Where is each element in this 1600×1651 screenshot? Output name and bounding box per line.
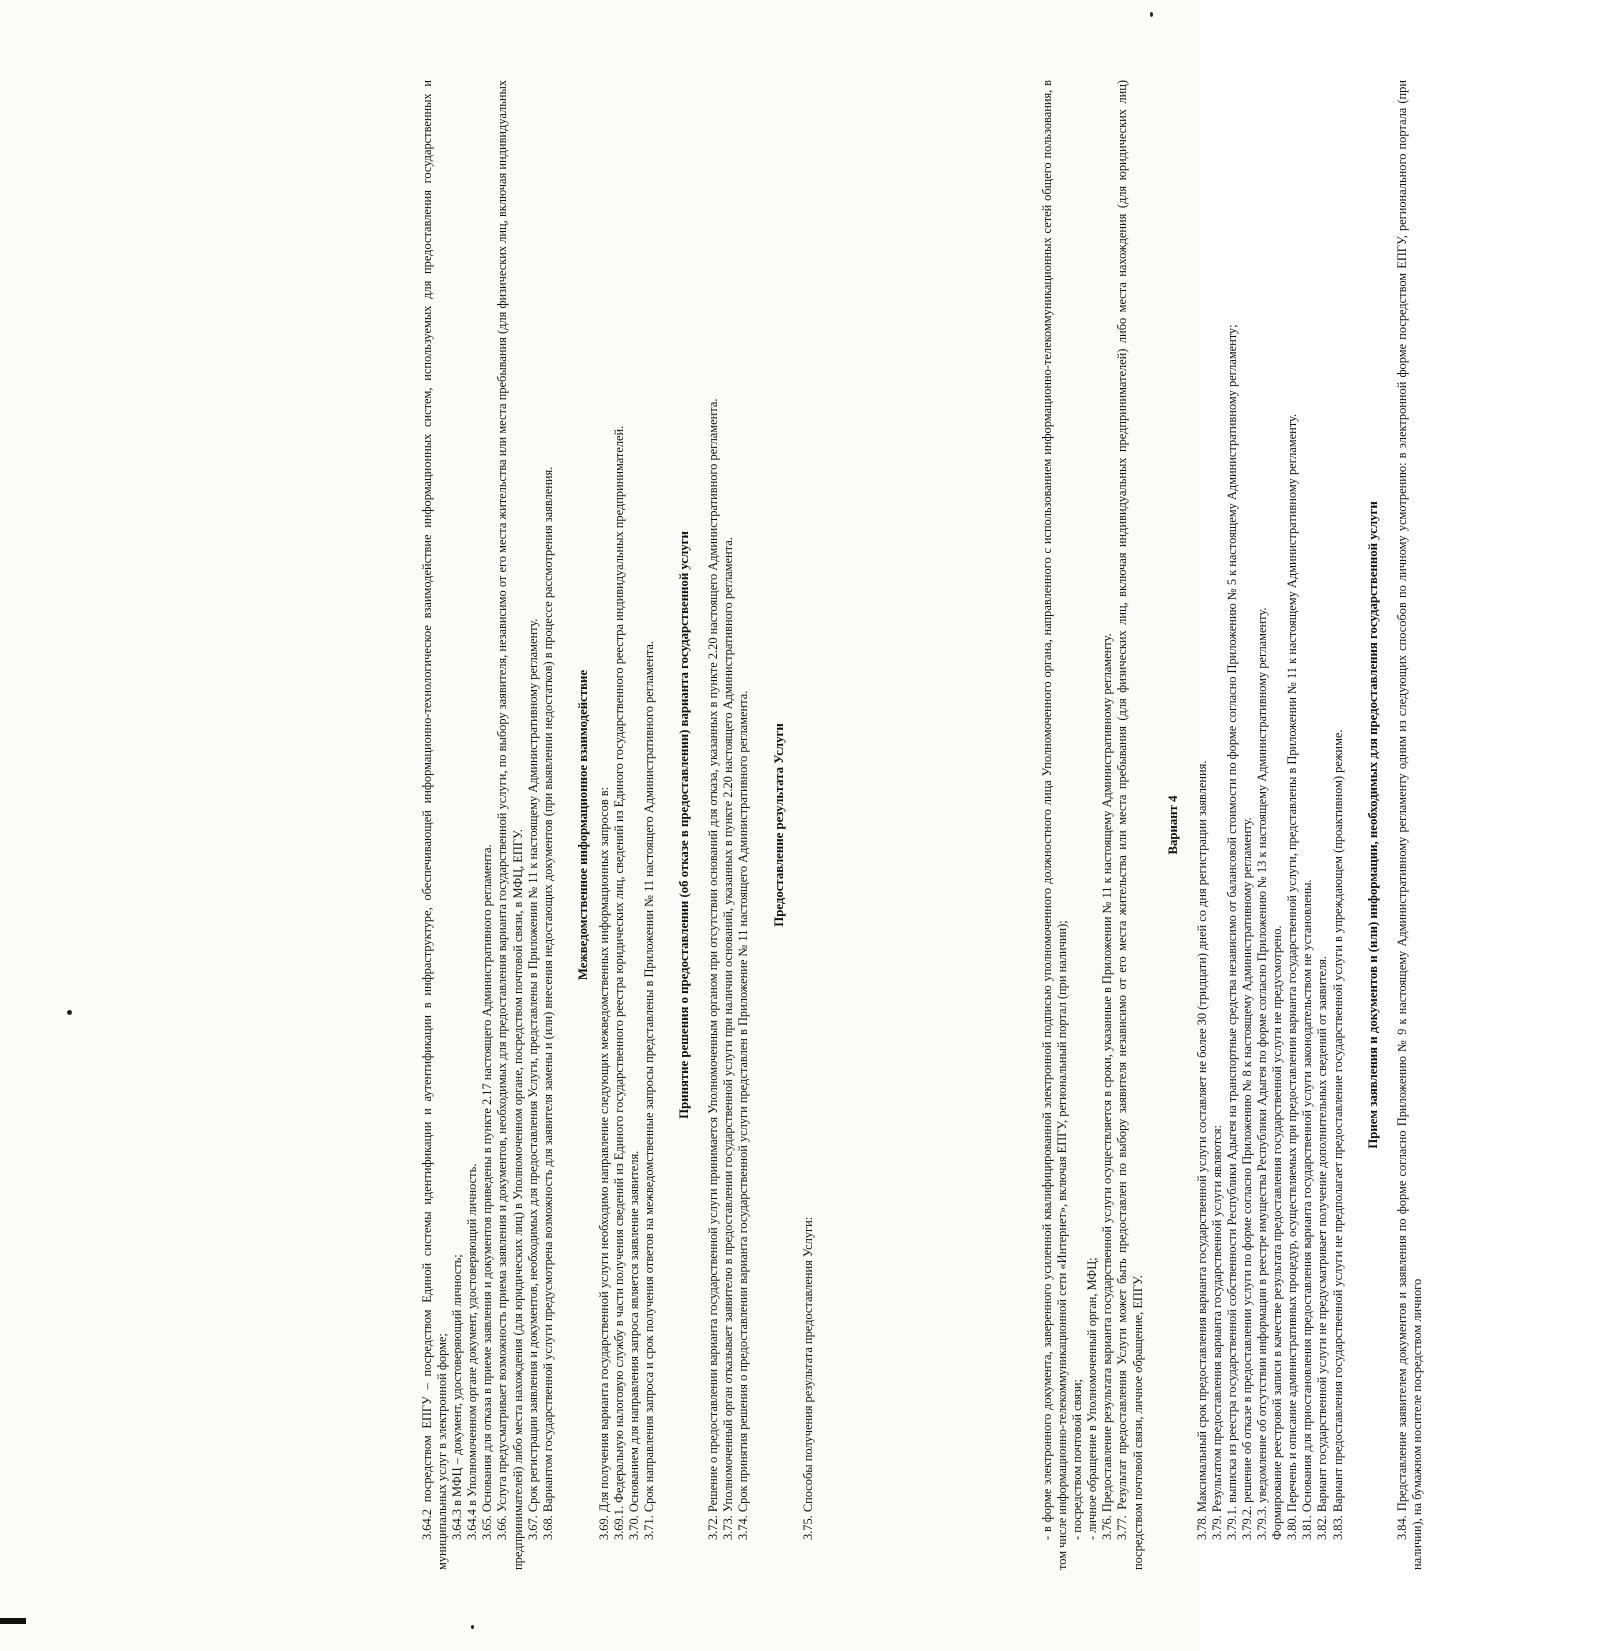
paragraph-personal-visit: - личное обращение в Уполномоченный орган, МФЦ; xyxy=(1085,1257,1100,1540)
paragraph-3-82: 3.82. Вариант государственной услуги не предусматривает получение дополнительных сведений от заявителя. xyxy=(1315,956,1330,1540)
paragraph-3-81: 3.81. Основания для приостановления предоставления варианта государственной услуги законодательством не установлены. xyxy=(1300,879,1315,1540)
heading-result-delivery: Предоставление результата Услуги xyxy=(771,723,786,927)
right-column xyxy=(1040,80,1600,1570)
paragraph-3-79-3: 3.79.3. уведомление об отсутствии информации в реестре имущества Республики Адыгея по форме согласно Приложению № 13 к настоящему Административному регламенту. xyxy=(1255,607,1270,1540)
paragraph-postal: - посредством почтовой связи; xyxy=(1070,1379,1085,1540)
paragraph-registry-record: Формирование реестровой записи в качестве результата предоставления государственной услуги не предусмотрено. xyxy=(1270,925,1285,1540)
paragraph-3-66: 3.66. Услуга предусматривает возможность приема заявления и документов, необходимых для предоставления варианта государственной услуги, по выбору заявителя, независимо от его места жительства или места пребывания (для физических лиц, включая индивидуальных предпринимателей) либо места нахождения (для юридических лиц) в Уполномоченном органе, посредством почтовой связи, в МФЦ, ЕПГУ. xyxy=(495,80,525,1570)
paragraph-3-84: 3.84. Представление заявителем документов и заявления по форме согласно Приложению № 9 к настоящему Административному регламенту одним из следующих способов по личному усмотрению: в электронной форме посредством ЕПГУ, регионального портала (при наличии), на бумажном носителе посредством личного xyxy=(1394,80,1424,1570)
paragraph-3-75: 3.75. Способы получения результата предоставления Услуги: xyxy=(800,1216,815,1540)
paragraph-3-73: 3.73. Уполномоченный орган отказывает заявителю в предоставлении государственной услуги при наличии оснований, указанных в пункте 2.20 настоящего Административного регламента. xyxy=(721,537,736,1540)
paragraph-3-65: 3.65. Основания для отказа в приеме заявления и документов приведены в пункте 2.17 настоящего Административного регламента. xyxy=(480,844,495,1540)
scan-speck xyxy=(1150,12,1153,17)
paragraph-3-68: 3.68. Вариантом государственной услуги предусмотрена возможность для заявителя замены и (или) внесения недостающих документов (при выявлении недостатков) в процессе рассмотрения заявления. xyxy=(540,466,555,1540)
paragraph-3-80: 3.80. Перечень и описание административных процедур, осуществляемых при предоставлении варианта государственной услуги, представлены в Приложении № 11 к настоящему Административному регламенту. xyxy=(1285,413,1300,1540)
paragraph-3-76: 3.76. Предоставление результата варианта государственной услуги осуществляется в сроки, указанные в Приложении № 11 к настоящему Административному регламенту. xyxy=(1100,633,1115,1540)
paragraph-3-77: 3.77. Результат предоставления Услуги может быть предоставлен по выбору заявителя независимо от его места жительства или места пребывания (для физических лиц, включая индивидуальных предпринимателей) либо места нахождения (для юридических лиц) посредством почтовой связи, личное обращение, ЕПГУ. xyxy=(1115,80,1145,1570)
paragraph-3-79-2: 3.79.2. решение об отказе в предоставлении услуги по форме согласно Приложению № 8 к настоящему Административному регламенту. xyxy=(1239,817,1254,1540)
paragraph-3-71: 3.71. Срок направления запроса и срок получения ответов на межведомственные запросы представлены в Приложении № 11 настоящего Административного регламента. xyxy=(642,641,657,1540)
heading-decision: Принятие решения о предоставлении (об отказе в предоставлении) варианта государственной услуги xyxy=(677,531,692,1119)
scan-speck xyxy=(67,1010,72,1015)
paragraph-3-78: 3.78. Максимальный срок предоставления варианта государственной услуги составляет не более 30 (тридцати) дней со дня регистрации заявления. xyxy=(1194,760,1209,1540)
paragraph-3-70: 3.70. Основанием для направления запроса является заявление заявителя. xyxy=(627,1150,642,1540)
paragraph-3-64-2: 3.64.2 посредством ЕПГУ – посредством Единой системы идентификации и аутентификации в инфраструктуре, обеспечивающей информационно-технологическое взаимодействие информационных систем, используемых для предоставления государственных и муниципальных услуг в электронной форме; xyxy=(420,80,450,1570)
paragraph-3-64-3: 3.64.3 в МФЦ – документ, удостоверяющий личность; xyxy=(450,1254,465,1540)
left-column xyxy=(420,80,980,1570)
paragraph-3-79: 3.79. Результатом предоставления варианта государственной услуги являются: xyxy=(1209,1125,1224,1540)
paragraph-electronic-document: - в форме электронного документа, заверенного усиленной квалифицированной электронной подписью уполномоченного должностного лица Уполномоченного органа, направленного с использованием информационно-телекоммуникационных сетей общего пользования, в том числе информационно-телекоммуникационной сети «Интернет», включая ЕПГУ, региональный портал (при наличии); xyxy=(1040,80,1070,1570)
paragraph-3-83: 3.83. Вариант предоставления государственной услуги не предполагает предоставление государственной услуги в упреждающем (проактивном) режиме. xyxy=(1330,729,1345,1540)
paragraph-3-69-1: 3.69.1. Федеральную налоговую службу в части получения сведений из Единого государственного реестра юридических лиц, сведений из Единого государственного реестра индивидуальных предпринимателей. xyxy=(611,425,626,1540)
paragraph-3-74: 3.74. Срок принятия решения о предоставлении варианта государственной услуги представлен в Приложение № 11 настоящего Административного регламента. xyxy=(736,690,751,1540)
scan-edge-mark xyxy=(0,1618,26,1624)
heading-application-reception: Прием заявления и документов и (или) информации, необходимых для предоставления государственной услуги xyxy=(1365,501,1380,1149)
paragraph-3-72: 3.72. Решение о предоставлении варианта государственной услуги принимается Уполномоченным органом при отсутствии оснований для отказа, указанных в пункте 2.20 настоящего Административного регламента. xyxy=(706,398,721,1540)
paragraph-3-64-4: 3.64.4 в Уполномоченном органе документ, удостоверяющий личность. xyxy=(465,1163,480,1540)
heading-variant-4: Вариант 4 xyxy=(1165,795,1180,855)
paragraph-3-67: 3.67. Срок регистрации заявления и документов, необходимых для предоставления Услуги, представлены в Приложении № 11 к настоящему Административному регламенту. xyxy=(525,618,540,1540)
paragraph-3-79-1: 3.79.1. выписка из реестра государственной собственности Республики Адыгея на транспортные средства независимо от балансовой стоимости по форме согласно Приложению № 5 к настоящему Административному регламенту; xyxy=(1224,324,1239,1540)
paragraph-3-69: 3.69. Для получения варианта государственной услуги необходимо направление следующих межведомственных информационных запросов в: xyxy=(596,786,611,1540)
scan-speck xyxy=(471,1625,474,1629)
heading-interagency-interaction: Межведомственное информационное взаимодействие xyxy=(575,669,590,981)
